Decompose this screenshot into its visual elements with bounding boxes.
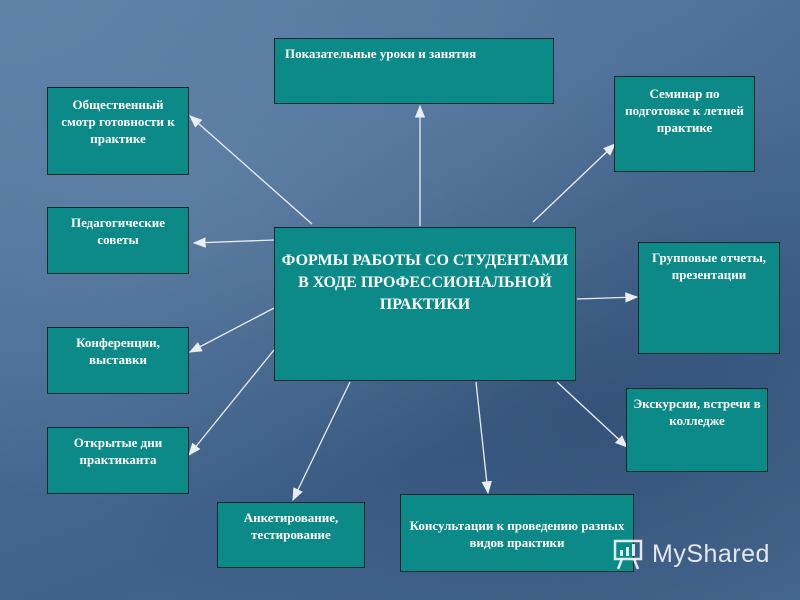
node-open-days: Открытые дни практиканта xyxy=(47,427,189,494)
arrow-to-excursions xyxy=(557,382,627,447)
node-readiness-review: Общественный смотр готовности к практике xyxy=(47,87,189,175)
watermark xyxy=(612,536,770,572)
node-demo-lessons: Показательные уроки и занятия xyxy=(274,38,554,104)
node-excursions: Экскурсии, встречи в колледже xyxy=(626,388,768,472)
arrow-to-reports xyxy=(577,297,637,299)
arrow-to-consultations xyxy=(476,382,488,493)
node-consultations: Консультации к проведению разных видов практики xyxy=(400,494,634,572)
arrow-to-review xyxy=(190,116,312,224)
node-center-forms-of-work: ФОРМЫ РАБОТЫ СО СТУДЕНТАМИ В ХОДЕ ПРОФЕССИОНАЛЬНОЙ ПРАКТИКИ xyxy=(274,227,576,381)
watermark-text: MyShared xyxy=(652,539,770,568)
node-conferences: Конференции, выставки xyxy=(47,327,189,394)
arrow-to-conferences xyxy=(190,308,274,352)
node-pedagogical-councils: Педагогические советы xyxy=(47,207,189,274)
arrow-to-councils xyxy=(194,240,274,243)
presentation-board-icon xyxy=(612,537,646,571)
node-group-reports: Групповые отчеты, презентации xyxy=(638,242,780,354)
node-seminar: Семинар по подготовке к летней практике xyxy=(614,76,755,172)
node-survey: Анкетирование, тестирование xyxy=(217,502,365,568)
arrow-to-survey xyxy=(293,382,350,500)
arrow-to-open-days xyxy=(189,350,274,455)
arrow-to-seminar xyxy=(533,144,615,222)
